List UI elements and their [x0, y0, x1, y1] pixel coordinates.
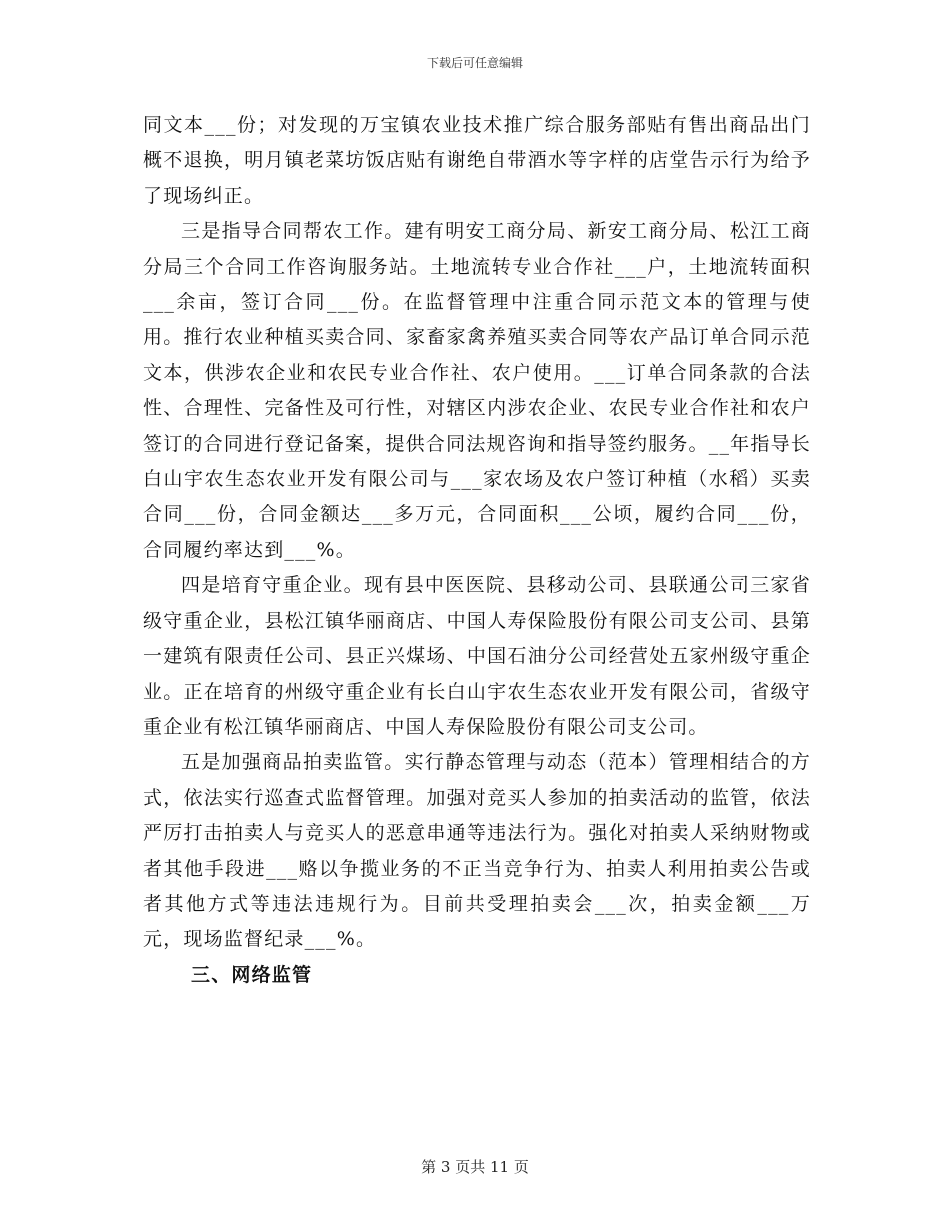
document-body — [143, 108, 811, 993]
section-heading-network-supervision: 三、网络监管 — [191, 963, 313, 986]
paragraph-contract-text-continuation: 同文本___份；对发现的万宝镇农业技术推广综合服务部贴有售出商品出门概不退换，明月镇老菜坊饭店贴有谢绝自带酒水等字样的店堂告示行为给予了现场纠正。 — [143, 114, 811, 207]
page-footer: 第 3 页共 11 页 — [421, 1158, 529, 1176]
paragraph-credit-enterprises: 四是培育守重企业。现有县中医医院、县移动公司、县联通公司三家省级守重企业，县松江镇华丽商店、中国人寿保险股份有限公司支公司、县第一建筑有限责任公司、县正兴煤场、中国石油分公司经营处五家州级守重企业。正在培育的州级守重企业有长白山宇农生态农业开发有限公司，省级守重企业有松江镇华丽商店、中国人寿保险股份有限公司支公司。 — [143, 574, 811, 738]
page-header: 下载后可任意编辑 — [426, 56, 523, 70]
paragraph-contract-guidance: 三是指导合同帮农工作。建有明安工商分局、新安工商分局、松江工商分局三个合同工作咨询服务站。土地流转专业合作社___户，土地流转面积___余亩，签订合同___份。在监督管理中注重合同示范文本的管理与使用。推行农业种植买卖合同、家畜家禽养殖买卖合同等农产品订单合同示范文本，供涉农企业和农民专业合作社、农户使用。___订单合同条款的合法性、合理性、完备性及可行性，对辖区内涉农企业、农民专业合作社和农户签订的合同进行登记备案，提供合同法规咨询和指导签约服务。__年指导长白山宇农生态农业开发有限公司与___家农场及农户签订种植（水稻）买卖合同___份，合同金额达___多万元，合同面积___公顷，履约合同___份，合同履约率达到___%。 — [143, 220, 811, 561]
paragraph-auction-supervision: 五是加强商品拍卖监管。实行静态管理与动态（范本）管理相结合的方式，依法实行巡查式监督管理。加强对竞买人参加的拍卖活动的监管，依法严厉打击拍卖人与竞买人的恶意串通等违法行为。强化对拍卖人采纳财物或者其他手段进___赂以争揽业务的不正当竞争行为、拍卖人利用拍卖公告或者其他方式等违法违规行为。目前共受理拍卖会___次，拍卖金额___万元，现场监督纪录___%。 — [143, 751, 811, 951]
